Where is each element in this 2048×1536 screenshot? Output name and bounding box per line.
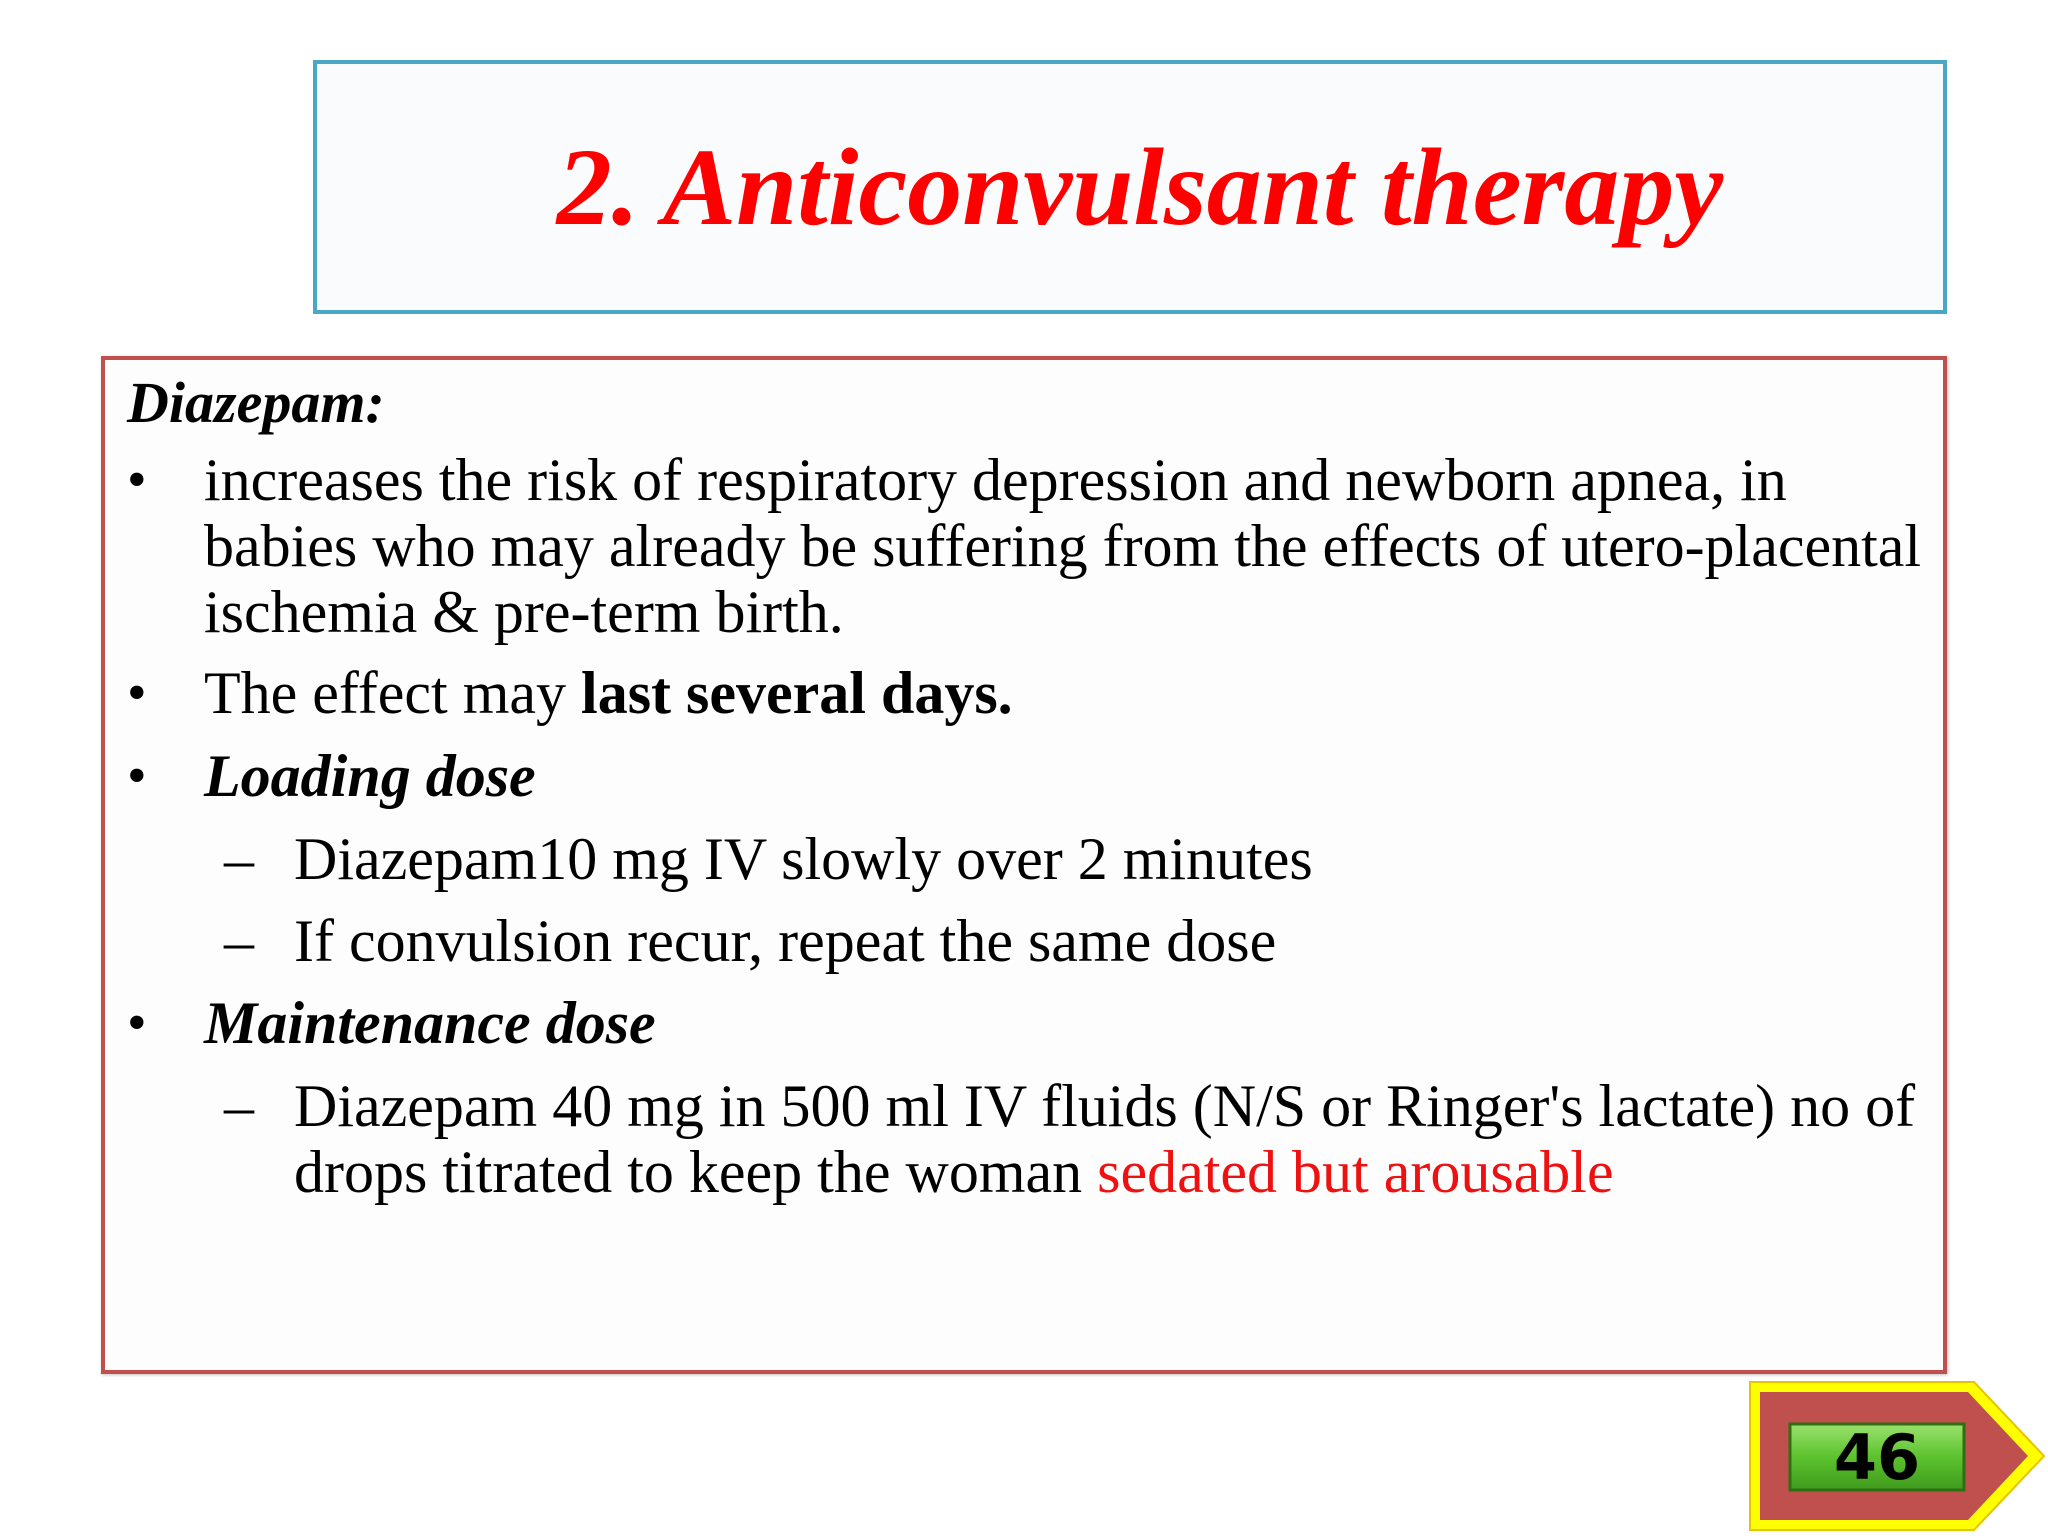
loading-dose-step-1: Diazepam10 mg IV slowly over 2 minutes [294, 826, 1313, 892]
maintenance-dose-step-1 [294, 1073, 1934, 1205]
maintenance-text: Diazepam 40 mg in 500 ml IV fluids (N/S or Ringer's lactate) no of drops titrated to keep the woman [294, 1073, 1916, 1205]
bullet-glyph: • [127, 992, 147, 1054]
maintenance-highlight: sedated but arousable [1097, 1139, 1614, 1205]
bullet-glyph: • [127, 662, 147, 724]
dash-glyph: – [224, 1073, 254, 1139]
bullet-maintenance-dose: Maintenance dose [204, 990, 656, 1056]
bullet-glyph: • [127, 449, 147, 511]
bullet-glyph: • [127, 745, 147, 807]
effect-duration-text: The effect may [204, 660, 582, 726]
effect-duration-bold: last several days. [581, 660, 1013, 726]
title-box [313, 60, 1947, 314]
bullet-effect-duration [204, 660, 1934, 726]
content-box [101, 356, 1947, 1374]
content-heading: Diazepam: [127, 370, 385, 435]
bullet-respiratory-risk: increases the risk of respiratory depression and newborn apnea, in babies who may already be suffering from the effects of utero-placental ischemia & pre-term birth. [204, 447, 1922, 645]
dash-glyph: – [224, 908, 254, 974]
bullet-loading-dose: Loading dose [204, 743, 536, 809]
slide-title: 2. Anticonvulsant therapy [556, 126, 1724, 248]
loading-dose-step-2: If convulsion recur, repeat the same dose [294, 908, 1277, 974]
dash-glyph: – [224, 826, 254, 892]
page-number: 46 [1833, 1420, 1921, 1494]
